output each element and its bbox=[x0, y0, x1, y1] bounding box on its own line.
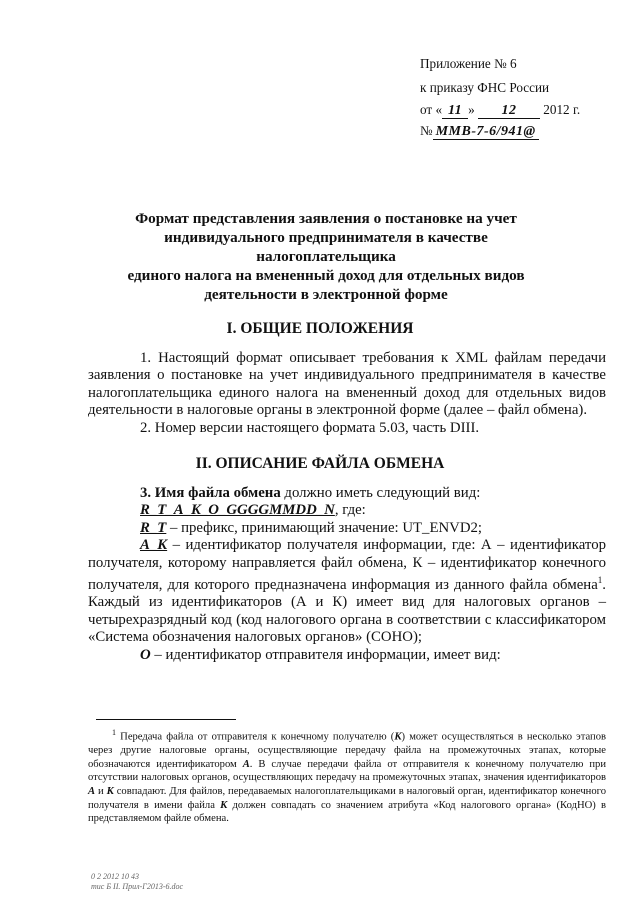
footnote-text-b: ) может осуществляться в несколько этапов через другие налоговые органы, осуществляющие передачу файла на промежуточных этапах, которые обозначаются идентификатором bbox=[88, 731, 607, 770]
paragraph-2: 2. Номер версии настоящего формата 5.03, часть DIII. bbox=[140, 419, 480, 436]
date-prefix: от « bbox=[420, 102, 443, 117]
appendix-number: Приложение № 6 bbox=[420, 56, 517, 71]
footnote-k-2: К bbox=[106, 785, 114, 797]
sender-description: – идентификатор отправителя информации, имеет вид: bbox=[150, 646, 501, 663]
prefix-description: – префикс, принимающий значение: UT_ENVD2; bbox=[166, 519, 483, 536]
title-line-2: индивидуального предпринимателя в качестве налогоплательщика bbox=[164, 229, 488, 265]
date-month: 12 bbox=[478, 104, 540, 119]
paragraph-3 bbox=[88, 485, 606, 502]
title-line-1: Формат представления заявления о постановке на учет bbox=[135, 210, 517, 227]
footnote bbox=[88, 726, 606, 826]
prefix-definition bbox=[88, 520, 606, 537]
footnote-separator bbox=[96, 719, 236, 720]
date-year: 2012 г. bbox=[543, 102, 581, 117]
footnote-mark: 1 bbox=[112, 728, 116, 737]
footnote-text-a: Передача файла от отправителя к конечному получателю ( bbox=[116, 731, 395, 743]
title-line-3: единого налога на вмененный доход для отдельных видов bbox=[127, 267, 525, 284]
footnote-a-2: А bbox=[88, 785, 96, 797]
footnote-text-c: . В случае передачи файла от отправителя к конечному получателю при отсутствии налоговых органов, осуществляющих передачу на промежуточных этапах, значения идентификаторов bbox=[88, 758, 606, 784]
order-date bbox=[420, 102, 580, 119]
number-value: ММВ-7-6/941@ bbox=[433, 125, 539, 140]
paragraph-3-text: должно иметь следующий вид: bbox=[280, 485, 481, 501]
date-day: 11 bbox=[442, 104, 468, 119]
sender-definition bbox=[88, 647, 606, 664]
filename-heading: 3. Имя файла обмена bbox=[140, 485, 281, 501]
filename-suffix: , где: bbox=[334, 502, 366, 519]
footnote-k-1: К bbox=[394, 731, 402, 743]
title-line-4: деятельности в электронной форме bbox=[204, 286, 448, 303]
filename-pattern-line bbox=[88, 502, 606, 519]
section-2-heading: II. ОПИСАНИЕ ФАЙЛА ОБМЕНА bbox=[195, 455, 445, 472]
order-number bbox=[420, 123, 539, 140]
receiver-description-a: – идентификатор получателя информации, где: А – идентификатор получателя, которому направляется файл обмена, К – идентификатор конечного получателя, для которого предназначена информация из данного файла обмена bbox=[88, 537, 606, 593]
prefix-term: R_T bbox=[140, 519, 167, 536]
section-1-body bbox=[88, 350, 606, 437]
document-title bbox=[96, 209, 556, 304]
order-reference: к приказу ФНС России bbox=[420, 80, 550, 95]
section-1-heading: I. ОБЩИЕ ПОЛОЖЕНИЯ bbox=[226, 320, 414, 337]
section-2-body bbox=[88, 485, 606, 664]
date-mid: » bbox=[468, 102, 475, 117]
filename-pattern: R_T_A_K_O_GGGGMMDD_N bbox=[140, 502, 335, 519]
paragraph-1: 1. Настоящий формат описывает требования к XML файлам передачи заявления о постановке на учет индивидуального предпринимателя в качестве налогоплательщика единого налога на вмененный доход для отдельных видов деятельности в налоговые органы в электронной форме (далее – файл обмена). bbox=[88, 350, 606, 419]
sender-term: O bbox=[140, 646, 151, 663]
footnote-k-3: К bbox=[220, 799, 228, 811]
receiver-definition bbox=[88, 537, 606, 646]
footnote-text-f: должен совпадать со значением атрибута «Код налогового органа» (КодНО) в представляемом файле обмена. bbox=[88, 799, 606, 825]
footnote-a-1: А bbox=[242, 758, 250, 770]
receiver-description-b: . Каждый из идентификаторов (А и К) имеет вид для налоговых органов – четырехразрядный код (код налогового органа в соответствии с классификатором «Система обозначения налоговых органов» (СОНО); bbox=[88, 576, 606, 646]
number-prefix: № bbox=[420, 123, 433, 138]
print-stamp-line-2: тис Б II. Прил-Г2013-6.doc bbox=[91, 882, 184, 891]
receiver-term: A_K bbox=[140, 537, 168, 554]
footnote-text-e: совпадают. Для файлов, передаваемых налогоплательщиками в налоговый орган, идентификатор конечного получателя в имени файла bbox=[88, 785, 606, 811]
footnote-reference[interactable]: 1 bbox=[597, 575, 603, 586]
footnote-text-d: и bbox=[95, 785, 107, 797]
print-stamp-line-1: 0 2 2012 10 43 bbox=[91, 872, 139, 881]
